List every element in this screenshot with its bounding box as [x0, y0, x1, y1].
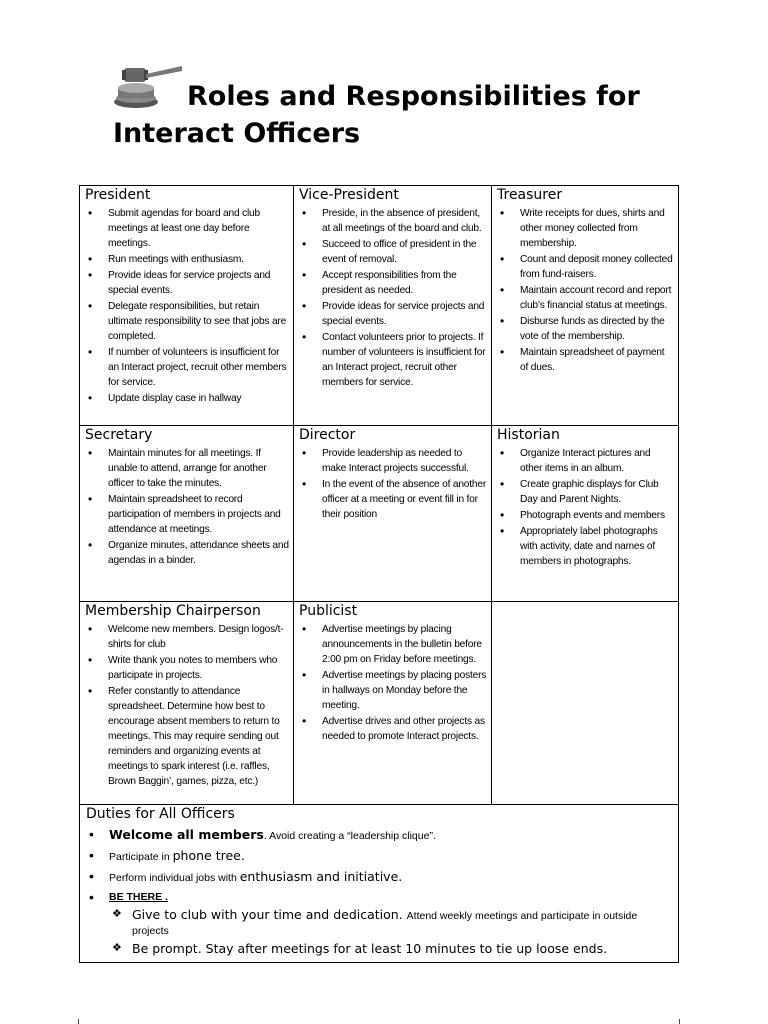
cell-heading: Director — [299, 427, 356, 443]
list-item: • Update display case in hallway — [85, 391, 289, 406]
list-item: • Create graphic displays for Club Day and Parent Nights. — [497, 477, 674, 507]
cell-historian — [492, 426, 679, 602]
duty-emphasis: BE THERE . — [109, 891, 168, 903]
list-item: • Advertise meetings by placing posters in hallways on Monday before the meeting. — [299, 668, 487, 713]
list-item: • Write thank you notes to members who participate in projects. — [85, 653, 289, 683]
list-item: • Contact volunteers prior to projects. If number of volunteers is insufficient for an Interact project, recruit other members for service. — [299, 330, 487, 390]
list-item: • Delegate responsibilities, but retain ultimate responsibility to see that jobs are completed. — [85, 299, 289, 344]
list-item: • Maintain spreadsheet of payment of dues. — [497, 345, 674, 375]
list-item: • Provide ideas for service projects and special events. — [299, 299, 487, 329]
list-item: • Photograph events and members — [497, 508, 674, 523]
cell-duties — [80, 805, 679, 963]
list-item: • Write receipts for dues, shirts and other money collected from membership. — [497, 206, 674, 251]
cell-heading: Treasurer — [497, 187, 563, 203]
cell-empty — [492, 602, 679, 805]
list-item — [86, 825, 672, 846]
document-title — [113, 66, 713, 152]
treasurer-list — [497, 206, 674, 375]
cell-treasurer — [492, 186, 679, 426]
list-item — [86, 888, 672, 907]
cell-heading: Publicist — [299, 603, 358, 619]
duty-text: . Avoid creating a “leadership clique”. — [263, 830, 436, 842]
list-item: • Run meetings with enthusiasm. — [85, 252, 289, 267]
duty-text-large: Be prompt. Stay after meetings for at least 10 minutes to tie up loose ends. — [132, 941, 608, 956]
list-item — [109, 907, 672, 939]
membership-chairperson-list — [85, 622, 289, 789]
cell-publicist — [294, 602, 492, 805]
cell-heading: Vice-President — [299, 187, 399, 203]
duties-sub-list — [86, 907, 672, 958]
list-item: • Accept responsibilities from the president as needed. — [299, 268, 487, 298]
list-item: • Welcome new members. Design logos/t-shirts for club — [85, 622, 289, 652]
cell-director — [294, 426, 492, 602]
title-line-1: Roles and Responsibilities for — [187, 81, 640, 112]
list-item: • Organize Interact pictures and other items in an album. — [497, 446, 674, 476]
list-item: • Succeed to office of president in the event of removal. — [299, 237, 487, 267]
list-item: • Maintain spreadsheet to record participation of members in projects and attendance at meetings. — [85, 492, 289, 537]
list-item: • Advertise meetings by placing announcements in the bulletin before 2:00 pm on Friday before meetings. — [299, 622, 487, 667]
list-item: • Provide leadership as needed to make Interact projects successful. — [299, 446, 487, 476]
duty-text: Participate in — [109, 851, 173, 863]
list-item: • Provide ideas for service projects and special events. — [85, 268, 289, 298]
duty-text: Attend weekly meetings and participate in outside projects — [132, 910, 638, 937]
list-item: • Refer constantly to attendance spreadsheet. Determine how best to encourage absent members to return to meetings. This may require sending out reminders and organizing events at meetings to spark interest (i.e. raffles, Brown Baggin’, games, pizza, etc.) — [85, 684, 289, 789]
cell-president — [80, 186, 294, 426]
cell-heading: President — [85, 187, 151, 203]
list-item: • Maintain account record and report club’s financial status at meetings. — [497, 283, 674, 313]
list-item: • In the event of the absence of another officer at a meeting or event fill in for their position — [299, 477, 487, 522]
cell-heading: Duties for All Officers — [86, 806, 235, 822]
duty-text-large: Give to club with your time and dedication. — [132, 907, 407, 922]
president-list — [85, 206, 289, 406]
page-edge-mark — [78, 1019, 79, 1024]
officer-table — [79, 185, 679, 963]
list-item — [109, 941, 672, 958]
duty-text: Perform individual jobs with — [109, 872, 240, 884]
list-item: • If number of volunteers is insufficient for an Interact project, recruit other members for service. — [85, 345, 289, 390]
list-item — [86, 846, 672, 867]
cell-vice-president — [294, 186, 492, 426]
director-list — [299, 446, 487, 522]
secretary-list — [85, 446, 289, 568]
list-item: • Disburse funds as directed by the vote of the membership. — [497, 314, 674, 344]
page-edge-mark — [679, 1019, 680, 1024]
duty-emphasis: Welcome all members — [109, 827, 264, 842]
list-item: • Preside, in the absence of president, at all meetings of the board and club. — [299, 206, 487, 236]
list-item: • Count and deposit money collected from fund-raisers. — [497, 252, 674, 282]
duties-list — [86, 825, 672, 907]
cell-heading: Secretary — [85, 427, 153, 443]
historian-list — [497, 446, 674, 569]
cell-membership-chairperson — [80, 602, 294, 805]
list-item — [86, 867, 672, 888]
list-item: • Advertise drives and other projects as needed to promote Interact projects. — [299, 714, 487, 744]
list-item: • Organize minutes, attendance sheets and agendas in a binder. — [85, 538, 289, 568]
duty-text-large: enthusiasm and initiative. — [239, 869, 403, 884]
publicist-list — [299, 622, 487, 744]
vice-president-list — [299, 206, 487, 390]
list-item: • Submit agendas for board and club meetings at least one day before meetings. — [85, 206, 289, 251]
title-line-2: Interact Officers — [113, 118, 361, 149]
list-item: • Appropriately label photographs with activity, date and names of members in photographs. — [497, 524, 674, 569]
list-item: • Maintain minutes for all meetings. If unable to attend, arrange for another officer to take the minutes. — [85, 446, 289, 491]
duty-text-large: phone tree. — [172, 848, 245, 863]
cell-heading: Historian — [497, 427, 560, 443]
cell-secretary — [80, 426, 294, 602]
cell-heading: Membership Chairperson — [85, 603, 261, 619]
